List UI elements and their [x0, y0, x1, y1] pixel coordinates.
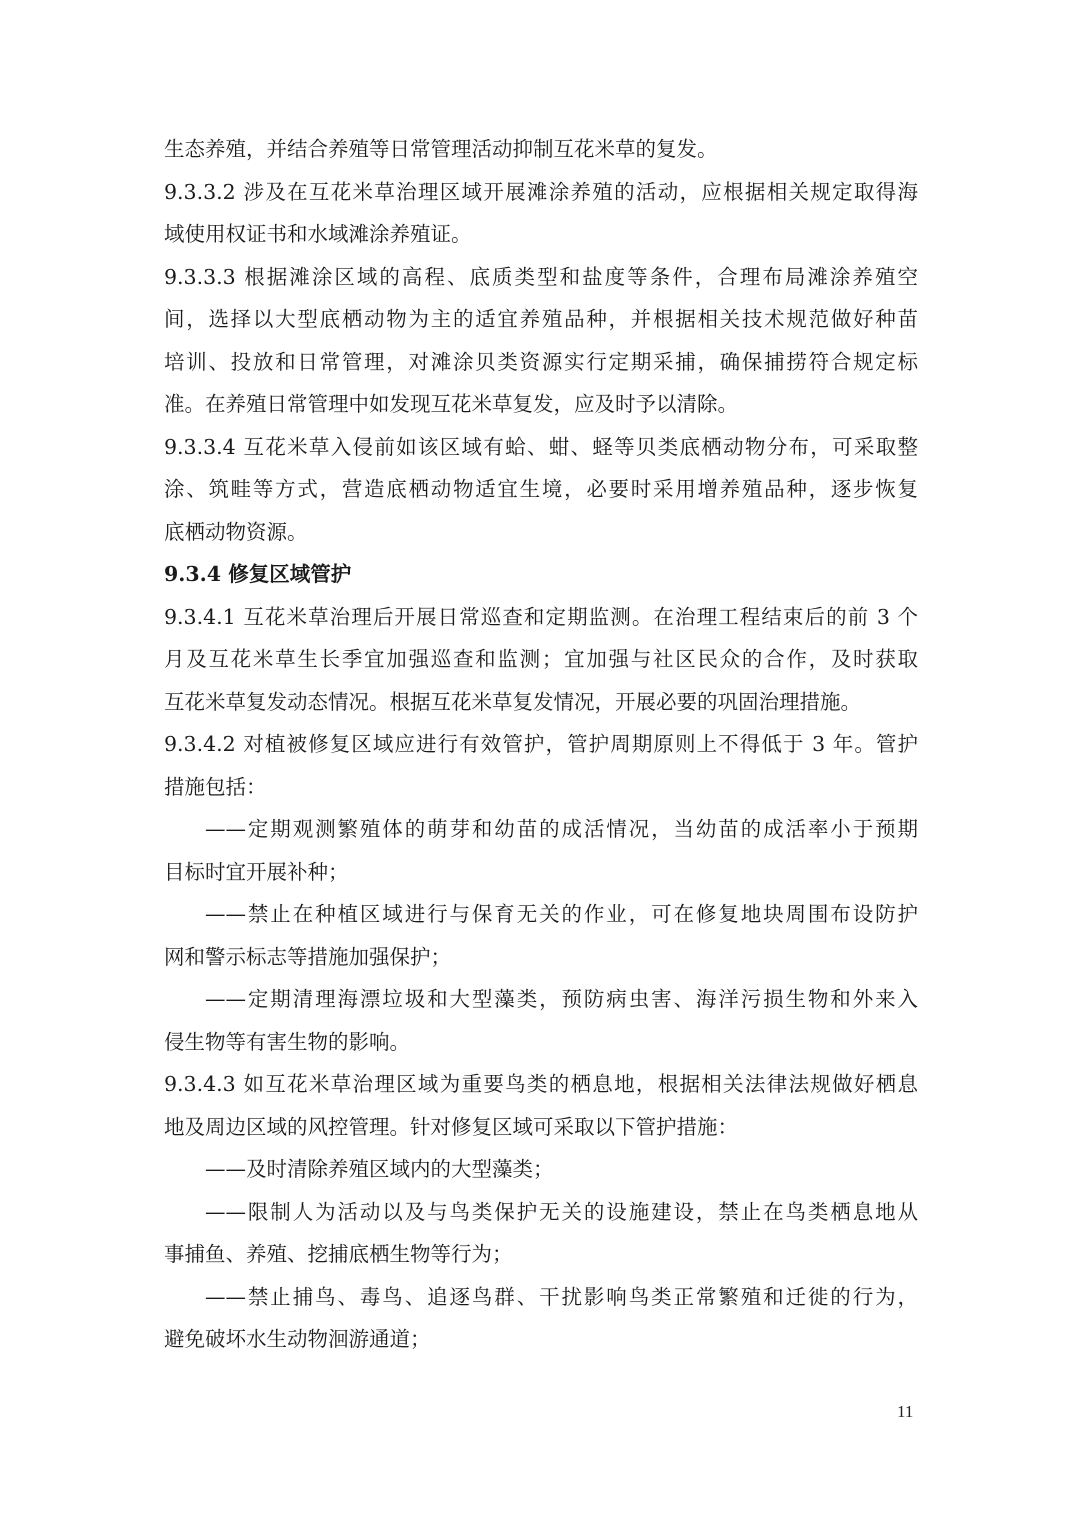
text-line: 9.3.4.2 对植被修复区域应进行有效管护，管护周期原则上不得低于 3 年。管护: [164, 732, 918, 756]
text-line: 准。在养殖日常管理中如发现互花米草复发，应及时予以清除。: [164, 392, 738, 416]
text-line: 事捕鱼、养殖、挖捕底栖生物等行为；: [164, 1242, 513, 1266]
text-line: 生态养殖，并结合养殖等日常管理活动抑制互花米草的复发。: [164, 137, 718, 161]
text-line: 底栖动物资源。: [164, 519, 308, 544]
text-line: 措施包括：: [164, 774, 267, 799]
list-item: [164, 893, 918, 978]
text-line: 互花米草复发动态情况。根据互花米草复发情况，开展必要的巩固治理措施。: [164, 689, 861, 714]
text-line: 涂、筑畦等方式，营造底栖动物适宜生境，必要时采用增养殖品种，逐步恢复: [164, 477, 918, 501]
text-line: ——定期清理海漂垃圾和大型藻类，预防病虫害、海洋污损生物和外来入: [205, 987, 918, 1011]
text-line: ——及时清除养殖区域内的大型藻类；: [205, 1157, 554, 1181]
paragraph: [164, 256, 918, 426]
list-item: [164, 978, 918, 1063]
document-body: [164, 128, 918, 1361]
text-line: 目标时宜开展补种；: [164, 859, 349, 884]
text-line: 避免破坏水生动物洄游通道；: [164, 1327, 431, 1351]
list-item: [164, 1191, 918, 1276]
text-line: ——禁止在种植区域进行与保育无关的作业，可在修复地块周围布设防护: [205, 902, 918, 926]
text-line: ——定期观测繁殖体的萌芽和幼苗的成活情况，当幼苗的成活率小于预期: [205, 817, 918, 841]
paragraph: [164, 426, 918, 554]
section-heading: [164, 553, 918, 596]
text-line: 9.3.3.2 涉及在互花米草治理区域开展滩涂养殖的活动，应根据相关规定取得海: [164, 179, 918, 204]
text-line: 9.3.4.1 互花米草治理后开展日常巡查和定期监测。在治理工程结束后的前 3 个: [164, 604, 918, 629]
list-item: [164, 1148, 918, 1191]
text-line: 地及周边区域的风控管理。针对修复区域可采取以下管护措施：: [164, 1114, 738, 1139]
text-line: ——限制人为活动以及与鸟类保护无关的设施建设，禁止在鸟类栖息地从: [205, 1199, 918, 1224]
text-line: 间，选择以大型底栖动物为主的适宜养殖品种，并根据相关技术规范做好种苗: [164, 307, 918, 331]
paragraph: [164, 1063, 918, 1148]
text-line: 月及互花米草生长季宜加强巡查和监测；宜加强与社区民众的合作，及时获取: [164, 647, 918, 671]
text-line: 培训、投放和日常管理，对滩涂贝类资源实行定期采捕，确保捕捞符合规定标: [164, 349, 918, 374]
text-line: 网和警示标志等措施加强保护；: [164, 944, 451, 969]
page-number: 11: [897, 1402, 914, 1421]
paragraph: [164, 596, 918, 724]
text-line: 9.3.3.4 互花米草入侵前如该区域有蛤、蚶、蛏等贝类底栖动物分布，可采取整: [164, 434, 918, 459]
text-line: 域使用权证书和水域滩涂养殖证。: [164, 222, 472, 246]
paragraph: [164, 171, 918, 256]
text-line: 侵生物等有害生物的影响。: [164, 1029, 410, 1054]
text-line: 9.3.4.3 如互花米草治理区域为重要鸟类的栖息地，根据相关法律法规做好栖息: [164, 1072, 918, 1096]
paragraph: [164, 128, 918, 171]
text-line: ——禁止捕鸟、毒鸟、追逐鸟群、干扰影响鸟类正常繁殖和迁徙的行为，: [205, 1284, 918, 1309]
text-line: 9.3.4 修复区域管护: [164, 562, 352, 586]
list-item: [164, 1276, 918, 1361]
paragraph: [164, 723, 918, 808]
text-line: 9.3.3.3 根据滩涂区域的高程、底质类型和盐度等条件，合理布局滩涂养殖空: [164, 264, 918, 289]
list-item: [164, 808, 918, 893]
